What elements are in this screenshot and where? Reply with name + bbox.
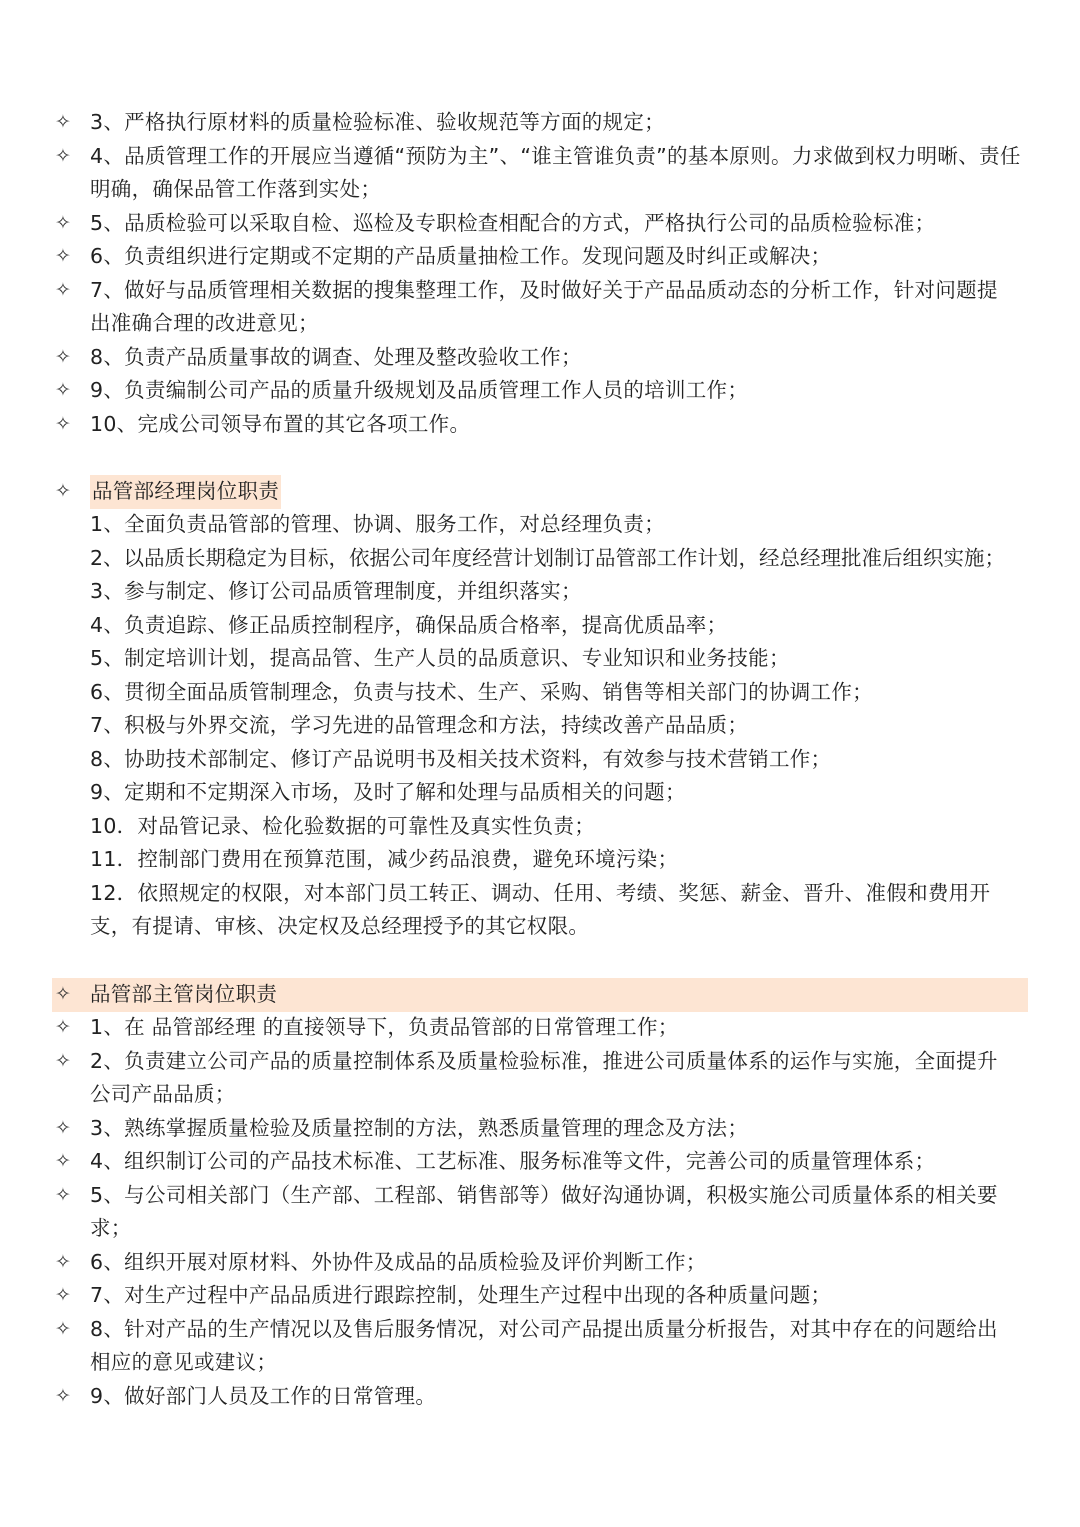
diamond-star-bullet-icon: ✧ [55,145,71,167]
diamond-star-bullet-icon: ✧ [55,1251,71,1273]
diamond-star-bullet-icon: ✧ [55,1117,71,1139]
list-item-text: 5、品质检验可以采取自检、巡检及专职检查相配合的方式，严格执行公司的品质检验标准； [90,211,936,235]
list-item-text: 8、针对产品的生产情况以及售后服务情况，对公司产品提出质量分析报告，对其中存在的问题给出 [90,1317,998,1341]
list-item-text: 3、严格执行原材料的质量检验标准、验收规范等方面的规定； [90,110,665,134]
list-item-text: 12．依照规定的权限，对本部门员工转正、调动、任用、考绩、奖惩、薪金、晋升、准假和费用开 [90,881,991,905]
list-item-text: 出准确合理的改进意见； [90,311,319,335]
list-item-text: 相应的意见或建议； [90,1350,278,1374]
diamond-star-bullet-icon: ✧ [55,1385,71,1407]
list-item-text: 10．对品管记录、检化验数据的可靠性及真实性负责； [90,814,596,838]
section-heading-text: 品管部经理岗位职责 [90,475,281,509]
diamond-star-bullet-icon: ✧ [55,346,71,368]
list-item-text: 8、负责产品质量事故的调查、处理及整改验收工作； [90,345,582,369]
list-item-text: 1、全面负责品管部的管理、协调、服务工作，对总经理负责； [90,512,665,536]
diamond-star-bullet-icon: ✧ [55,212,71,234]
diamond-star-bullet-icon: ✧ [55,413,71,435]
section-heading-text: 品管部主管岗位职责 [90,982,278,1006]
list-item-text: 9、定期和不定期深入市场，及时了解和处理与品质相关的问题； [90,780,686,804]
list-item-text: 3、熟练掌握质量检验及质量控制的方法，熟悉质量管理的理念及方法； [90,1116,749,1140]
diamond-star-bullet-icon: ✧ [55,111,71,133]
diamond-star-bullet-icon: ✧ [55,1318,71,1340]
list-item-text: 2、以品质长期稳定为目标，依据公司年度经营计划制订品管部工作计划，经总经理批准后组织实施； [90,546,1006,570]
diamond-star-bullet-icon: ✧ [55,480,71,502]
diamond-star-bullet-icon: ✧ [55,379,71,401]
diamond-star-bullet-icon: ✧ [55,1184,71,1206]
list-item-text: 7、对生产过程中产品品质进行跟踪控制，处理生产过程中出现的各种质量问题； [90,1283,832,1307]
list-item-text: 6、组织开展对原材料、外协件及成品的品质检验及评价判断工作； [90,1250,707,1274]
list-item-text: 明确，确保品管工作落到实处； [90,177,382,201]
list-item-text: 6、贯彻全面品质管制理念，负责与技术、生产、采购、销售等相关部门的协调工作； [90,680,873,704]
list-item-text: 4、组织制订公司的产品技术标准、工艺标准、服务标准等文件，完善公司的质量管理体系； [90,1149,936,1173]
list-item-text: 3、参与制定、修订公司品质管理制度，并组织落实； [90,579,582,603]
list-item-text: 1、在 品管部经理 的直接领导下，负责品管部的日常管理工作； [90,1015,679,1039]
diamond-star-bullet-icon: ✧ [55,279,71,301]
list-item-text: 5、制定培训计划，提高品管、生产人员的品质意识、专业知识和业务技能； [90,646,790,670]
list-item-text: 11．控制部门费用在预算范围，减少药品浪费，避免环境污染； [90,847,679,871]
diamond-star-bullet-icon: ✧ [55,245,71,267]
list-item-text: 4、品质管理工作的开展应当遵循“预防为主”、“谁主管谁负责”的基本原则。力求做到权力明晰、责任 [90,144,1021,168]
diamond-star-bullet-icon: ✧ [55,1284,71,1306]
diamond-star-bullet-icon: ✧ [55,983,71,1005]
list-item-text: 公司产品品质； [90,1082,236,1106]
list-item-text: 8、协助技术部制定、修订产品说明书及相关技术资料，有效参与技术营销工作； [90,747,832,771]
list-item-text: 9、做好部门人员及工作的日常管理。 [90,1384,437,1408]
list-item-text: 5、与公司相关部门（生产部、工程部、销售部等）做好沟通协调，积极实施公司质量体系的相关要 [90,1183,998,1207]
list-item-text: 2、负责建立公司产品的质量控制体系及质量检验标准，推进公司质量体系的运作与实施，全面提升 [90,1049,998,1073]
list-item-text: 4、负责追踪、修正品质控制程序，确保品质合格率，提高优质品率； [90,613,728,637]
list-item-text: 7、做好与品质管理相关数据的搜集整理工作，及时做好关于产品品质动态的分析工作，针对问题提 [90,278,998,302]
list-item-text: 9、负责编制公司产品的质量升级规划及品质管理工作人员的培训工作； [90,378,749,402]
list-item-text: 7、积极与外界交流，学习先进的品管理念和方法，持续改善产品品质； [90,713,749,737]
list-item-text: 6、负责组织进行定期或不定期的产品质量抽检工作。发现问题及时纠正或解决； [90,244,832,268]
list-item-text: 支，有提请、审核、决定权及总经理授予的其它权限。 [90,914,590,938]
list-item-text: 10、完成公司领导布置的其它各项工作。 [90,412,471,436]
diamond-star-bullet-icon: ✧ [55,1016,71,1038]
diamond-star-bullet-icon: ✧ [55,1150,71,1172]
diamond-star-bullet-icon: ✧ [55,1050,71,1072]
list-item-text: 求； [90,1216,132,1240]
